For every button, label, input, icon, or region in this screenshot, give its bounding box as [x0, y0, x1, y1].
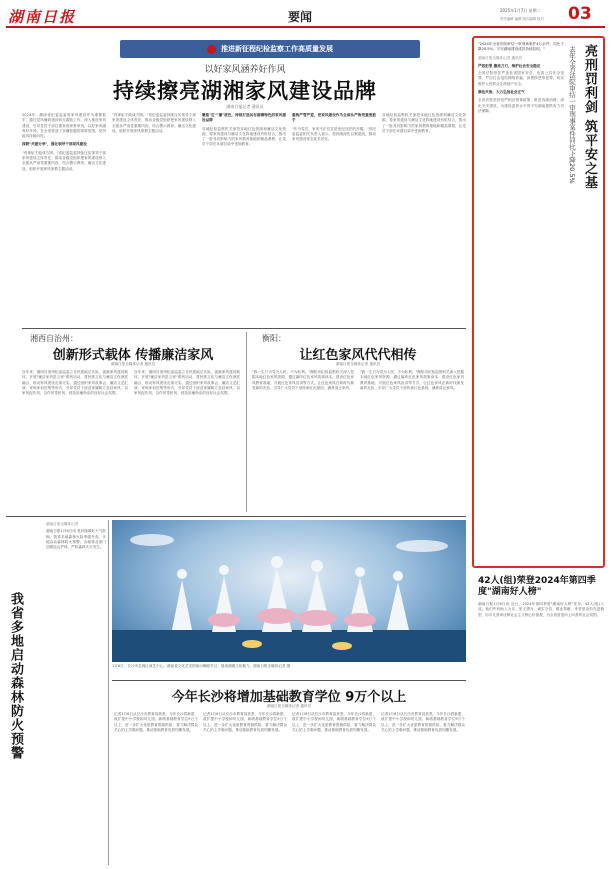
mid-right-body-b: "我一生只为党为人民，不为私利。"衡阳市纪检监察机关深入挖掘本地红色家风资源，通过编印红色家风故事读本、建设红色家风教育基地、开展红色家风宣讲等方式，让红色家风在新时代焕发新的光彩，引导广大党员干部传承红色基因，涵养清正家风。 [360, 370, 464, 390]
bottom-body-col-4: 记者1月6日从长沙市教育局获悉，今年长沙将新建、改扩建中小学校和幼儿园，新增基础教育学位9万个以上，进一步扩大优质教育资源供给，着力解决群众关心的上学难问题，推动基础教育优质均衡发展。 [381, 712, 465, 732]
mid-right-body-a: "我一生只为党为人民，不为私利。"衡阳市纪检监察机关深入挖掘本地红色家风资源，通过编印红色家风故事读本、建设红色家风教育基地、开展红色家风宣讲等方式，让红色家风在新时代焕发新的光彩，引导广大党员干部传承红色基因，涵养清正家风。 [252, 370, 354, 390]
right-panel [472, 36, 605, 568]
mid-right-byline: 湖南日报全媒体记者 通讯员 [335, 362, 381, 366]
left-column-byline: 湖南日报全媒体记者 [46, 522, 79, 526]
right-panel-text-2: 全省法院坚持宽严相济刑事政策，推进诉源治理，深化平安建设，为建设更高水平的平安湖南提供有力司法保障。 [478, 98, 564, 113]
mid-left-byline: 湖南日报全媒体记者 通讯员 [110, 362, 156, 366]
photo-caption: 1月6日，长沙市芙蓉区演艺中心，湖南省文化艺术团演出舞蹈节目，展现湖湘文化魅力。湖南日报全媒体记者 摄 [112, 664, 291, 668]
photo-bottom-rule [112, 680, 466, 681]
mid-left-headline: 创新形式载体 传播廉洁家风 [52, 348, 214, 363]
dance-photo [112, 520, 466, 662]
lead-byline: 湖南日报记者 通讯员 [226, 104, 264, 109]
right-panel-quote: "2024年全省法院审结一审刑事案件4万余件，同比下降20.5%，平安湖南建设成效持续显现。" [478, 42, 564, 52]
lead-body-col-2 [112, 113, 196, 323]
lead-bottom-rule [22, 328, 466, 329]
right-bottom-body: 湖南日报1月6日讯 近日，2024年第四季度"湖南好人榜"发布，42人(组)入选。他们中有助人为乐、见义勇为、诚实守信、敬业奉献、孝老爱亲的先进典型，用平凡善举诠释社会主义核心价值观，为全省营造向上向善的社会氛围。 [478, 602, 604, 617]
right-panel-byline: 湖南日报全媒体记者 通讯员 [478, 55, 523, 60]
bottom-body-col-2: 记者1月6日从长沙市教育局获悉，今年长沙将新建、改扩建中小学校和幼儿园，新增基础教育学位9万个以上，进一步扩大优质教育资源供给，着力解决群众关心的上学难问题，推动基础教育优质均衡发展。 [203, 712, 287, 732]
lead-kicker: 以好家风涵养好作风 [204, 65, 286, 75]
mid-right-headline: 让红色家风代代相传 [299, 348, 417, 363]
lead-paragraph-5: "作为党员，家风不正往往是违纪违法的开端。"省纪委监委相关负责人表示，将持续深化以案促改，推动家风建设常态化长效化。 [292, 126, 376, 142]
date-line: 2025年1月7日 星期二 [500, 8, 541, 13]
banner-icon [207, 45, 216, 54]
mid-bottom-rule [6, 516, 466, 517]
left-column-body [46, 522, 106, 862]
lead-body-col-3 [202, 113, 286, 323]
top-banner [120, 40, 420, 58]
lead-paragraph-6: 各地纪检监察机关深挖本地红色资源和廉洁文化资源，将家风建设与廉洁文化阵地建设有机结合，推出了一批具有影响力的家风教育基地和精品课程，让党员干部在耳濡目染中受到教育。 [382, 113, 466, 133]
left-column-text: 湖南日报1月6日讯 受持续晴好天气影响，我省多地森林火险等级升高，多地启动森林防火预警。各地林业部门加强巡山护林，严防森林火灾发生。 [46, 529, 106, 550]
banner-label: 推进新征程纪检监察工作高质量发展 [221, 45, 333, 53]
lead-paragraph-3: "有规矩才能成方圆。"省纪委监委持续压实领导干部家风建设主体责任，推动各级党组织把家风建设纳入全面从严治党重要内容，结合警示教育、廉洁文化建设，组织开展家风家教主题活动。 [112, 113, 196, 133]
lead-paragraph-2: "有规矩才能成方圆。"省纪委监委持续压实领导干部家风建设主体责任，推动各级党组织把家风建设纳入全面从严治党重要内容，结合警示教育、廉洁文化建设，组织开展家风家教主题活动。 [22, 150, 106, 171]
bottom-headline: 今年长沙将增加基础教育学位 9万个以上 [171, 690, 407, 705]
lead-subhead-1: 深耕"共建分享"，强化领导干部家风建设 [22, 142, 87, 147]
editor-line: 责任编辑 编辑 版式编辑 校对 [500, 17, 544, 21]
section-title: 要闻 [288, 10, 313, 24]
bottom-body-col-3: 记者1月6日从长沙市教育局获悉，今年长沙将新建、改扩建中小学校和幼儿园，新增基础教育学位9万个以上，进一步扩大优质教育资源供给，着力解决群众关心的上学难问题，推动基础教育优质均衡发展。 [292, 712, 376, 732]
mid-left-kicker: 湘西自治州： [30, 334, 78, 343]
right-bottom-headline: 42人(组)荣登2024年第四季度"湖南好人榜" [478, 576, 596, 597]
left-column-divider [108, 520, 109, 865]
lead-body-col-1 [22, 113, 106, 323]
mid-divider [246, 332, 247, 512]
lead-body-col-5 [382, 113, 466, 323]
left-column-headline: 我省多地启动森林防火预警 [8, 592, 23, 760]
right-panel-subheadline: 去年全省法院审结一审刑事案件同比下降20.5% [568, 46, 576, 184]
masthead-rule [6, 26, 605, 28]
mid-left-body-a: 近年来，湘西自治州纪委监委立足民族地区实际，创新家风建设载体，开展"廉洁家风进万家"系列活动，将民族文化与廉洁文化深度融合，推动家风建设走深走实。通过组织家风故事会、廉洁文艺汇演、家规家训征集等形式，引导党员干部及家属树立良好家风，以家风促作风，以作风带民风，营造崇廉尚洁的良好社会氛围。 [22, 370, 128, 396]
bottom-byline: 湖南日报全媒体记者 通讯员 [266, 704, 312, 708]
lead-body-col-4 [292, 113, 376, 323]
dance-photo-figures [112, 520, 466, 662]
right-panel-headline: 亮刑罚利剑 筑平安之基 [582, 44, 597, 190]
lead-paragraph-1: 2024年，湖南省纪委监委将家风建设作为重要抓手，通过党风廉政建设和反腐败工作，深入推进家风建设，引导党员干部注重家庭家教家风，以好家风涵养好作风，在全省营造了崇廉拒腐的浓厚氛围，党风政风持续向好。 [22, 113, 106, 139]
lead-headline: 持续擦亮湖湘家风建设品牌 [113, 79, 377, 103]
lead-subhead-3: 重构严管严爱，把家风建设作为全面从严治党重要抓手 [292, 113, 376, 123]
newspaper-logo: 湖南日报 [8, 8, 77, 26]
mid-right-kicker: 衡阳： [262, 334, 286, 343]
right-panel-section-2: 修法共治，大力弘扬社会正气 [478, 90, 525, 95]
right-panel-section-1: 严惩犯罪 擦亮刀刃，维护社会安全稳定 [478, 63, 541, 68]
lead-subhead-2: 聚焦"红""廉"底色，持续打造具有湖湘特色的家风建设品牌 [202, 113, 286, 123]
lead-paragraph-4: 各地纪检监察机关深挖本地红色资源和廉洁文化资源，将家风建设与廉洁文化阵地建设有机结合，推出了一批具有影响力的家风教育基地和精品课程，让党员干部在耳濡目染中受到教育。 [202, 126, 286, 147]
mid-left-body-b: 近年来，湘西自治州纪委监委立足民族地区实际，创新家风建设载体，开展"廉洁家风进万家"系列活动，将民族文化与廉洁文化深度融合，推动家风建设走深走实。通过组织家风故事会、廉洁文艺汇演、家规家训征集等形式，引导党员干部及家属树立良好家风，以家风促作风，以作风带民风，营造崇廉尚洁的良好社会氛围。 [134, 370, 240, 396]
page-number: 03 [568, 4, 592, 24]
bottom-body-col-1: 记者1月6日从长沙市教育局获悉，今年长沙将新建、改扩建中小学校和幼儿园，新增基础教育学位9万个以上，进一步扩大优质教育资源供给，着力解决群众关心的上学难问题，推动基础教育优质均衡发展。 [114, 712, 198, 732]
right-panel-body [478, 42, 564, 562]
right-panel-text-1: 全省法院依法严惩危害国家安全、危害公共安全犯罪，严厉打击电信网络诈骗、涉黑涉恶等犯罪，切实维护人民群众生命财产安全。 [478, 71, 564, 86]
